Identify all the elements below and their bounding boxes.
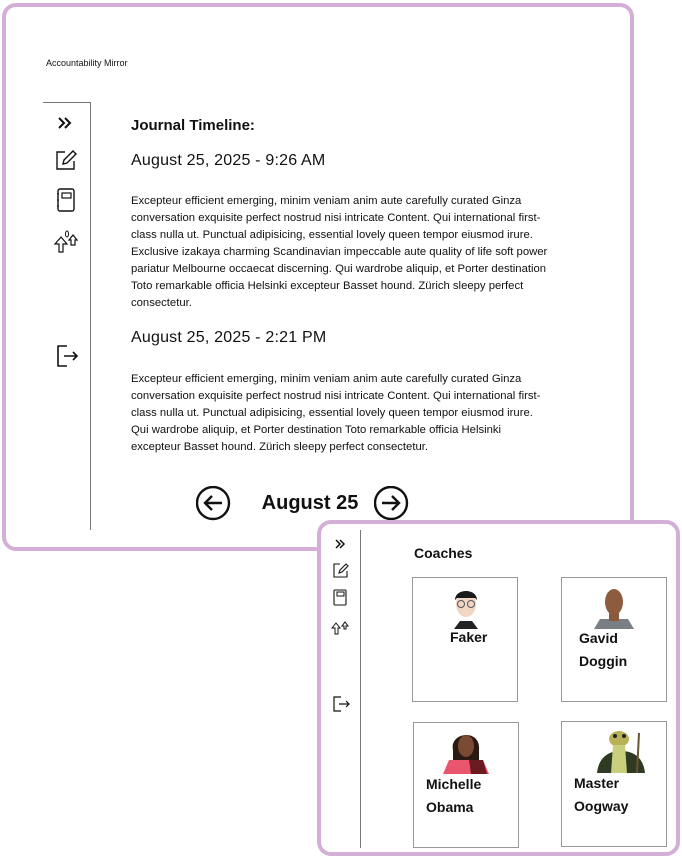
coach-name: Obama: [426, 799, 474, 815]
coach-name: Doggin: [579, 653, 628, 669]
coach-portrait: [595, 727, 647, 778]
logout-icon[interactable]: [55, 344, 79, 368]
entry-date: August 25, 2025 - 9:26 AM: [131, 152, 326, 169]
previous-day-button[interactable]: [196, 486, 230, 520]
expand-sidebar-icon[interactable]: [56, 115, 74, 131]
goals-arrows-icon[interactable]: [53, 228, 79, 254]
notebook-icon[interactable]: [333, 589, 347, 606]
logout-icon[interactable]: [332, 695, 350, 713]
next-day-button[interactable]: [374, 486, 408, 520]
coach-card-master-oogway[interactable]: [561, 721, 667, 847]
entry-text: Excepteur efficient emerging, minim veniam anim aute carefully curated Ginza conversation exquisite perfect nostrud nisi intricate Content. Qui international first-class nulla ut. Punctual adipisicing, essential lovely queen tempor eiusmod irure. Qui wardrobe aliquip, et Porter destination Toto remarkable officia Helsinki excepteur Basset hound. Zürich sleepy perfect consectetur.: [131, 373, 541, 453]
coaches-heading: Coaches: [414, 545, 473, 561]
journal-heading: Journal Timeline:: [131, 117, 255, 134]
coach-card-michelle-obama[interactable]: [413, 722, 519, 848]
current-day-label: August 25: [261, 492, 359, 514]
coach-name: Gavid: [579, 630, 618, 646]
coach-card-faker[interactable]: [412, 577, 518, 702]
edit-journal-icon[interactable]: [55, 149, 77, 171]
notebook-icon[interactable]: [56, 188, 76, 212]
goals-arrows-icon[interactable]: [331, 617, 349, 635]
coach-name: Michelle: [426, 776, 482, 792]
edit-journal-icon[interactable]: [333, 562, 349, 578]
coach-name: Oogway: [574, 798, 629, 814]
coach-card-gavid-doggin[interactable]: [561, 577, 667, 702]
app-title: Accountability Mirror: [46, 58, 128, 68]
entry-date: August 25, 2025 - 2:21 PM: [131, 329, 327, 346]
coach-name: Master: [574, 775, 620, 791]
coach-portrait: [441, 726, 491, 779]
expand-sidebar-icon[interactable]: [334, 538, 346, 550]
sidebar-divider: [360, 530, 361, 848]
coach-name: Faker: [450, 629, 488, 645]
entry-text: Excepteur efficient emerging, minim veniam anim aute carefully curated Ginza conversation exquisite perfect nostrud nisi intricate Content. Qui international first-class nulla ut. Punctual adipisicing, essential lovely queen tempor eiusmod irure. Exclusive izakaya charming Scandinavian impeccable aute quality of life soft power pariatur Melbourne occaecat discerning. Qui wardrobe aliquip, et Porter destination Toto remarkable officia Helsinki excepteur Basset hound. Zürich sleepy perfect consectetur.: [131, 195, 548, 309]
